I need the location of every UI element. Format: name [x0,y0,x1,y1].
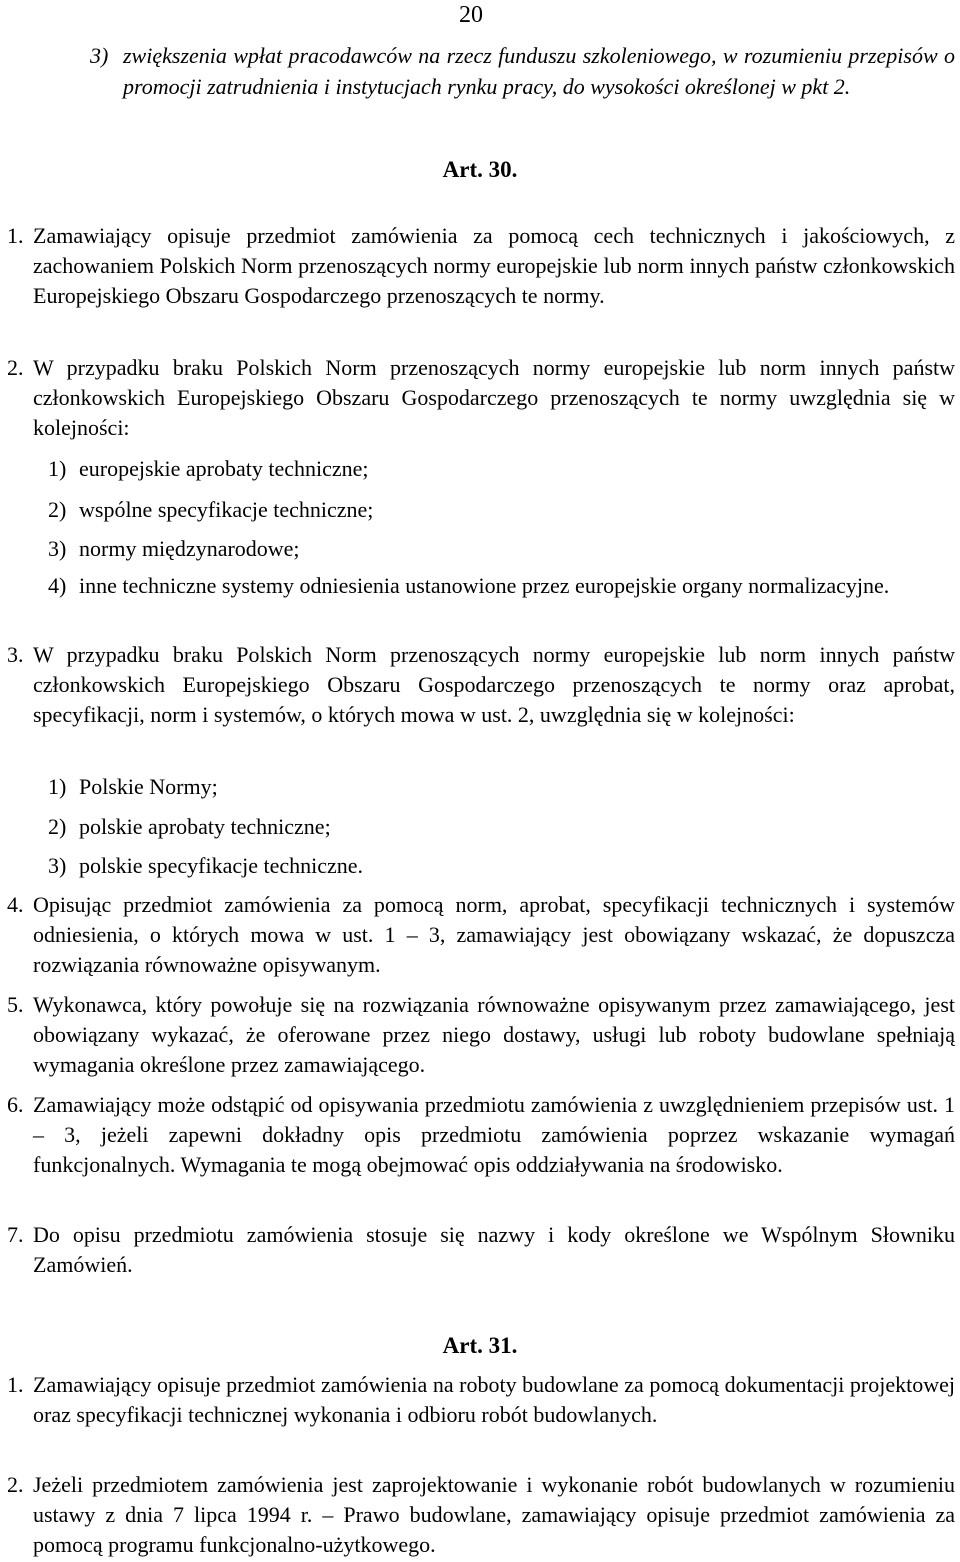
paragraph-number: 4. [7,892,24,917]
list-item-text: wspólne specyfikacje techniczne; [79,497,374,522]
art30-paragraph-7 [7,1220,955,1280]
list-item-number: 1) [48,456,67,481]
paragraph-number: 1. [7,223,24,248]
paragraph-number: 3. [7,642,24,667]
paragraph-text: Wykonawca, który powołuje się na rozwiązania równoważne opisywanym przez zamawiającego, jest obowiązany wykazać, że oferowane przez niego dostawy, usługi lub roboty budowlane spełniają wymagania określone przez zamawiającego. [33,992,955,1077]
list-item-number: 2) [48,814,67,839]
paragraph-text: Zamawiający opisuje przedmiot zamówienia za pomocą cech technicznych i jakościowych, z zachowaniem Polskich Norm przenoszących normy europejskie lub norm innych państw członkowskich Europejskiego Obszaru Gospodarczego przenoszących te normy. [33,223,955,308]
art30-p2-item-3 [48,533,955,564]
list-item-text: europejskie aprobaty techniczne; [79,456,369,481]
list-item-text: inne techniczne systemy odniesienia ustanowione przez europejskie organy normalizacyjne. [79,573,890,598]
paragraph-text: W przypadku braku Polskich Norm przenoszących normy europejskie lub norm innych państw członkowskich Europejskiego Obszaru Gospodarczego przenoszących te normy uwzględnia się w kolejności: [33,355,955,440]
art30-paragraph-3 [7,640,955,730]
paragraph-text: Zamawiający opisuje przedmiot zamówienia na roboty budowlane za pomocą dokumentacji projektowej oraz specyfikacji technicznej wykonania i odbioru robót budowlanych. [33,1372,955,1427]
art30-paragraph-5 [7,990,955,1080]
page-number: 20 [459,2,483,28]
paragraph-text: Zamawiający może odstąpić od opisywania przedmiotu zamówienia z uwzględnieniem przepisów ust. 1 – 3, jeżeli zapewni dokładny opis przedmiotu zamówienia poprzez wskazanie wymagań funkcjonalnych. Wymagania te mogą obejmować opis oddziaływania na środowisko. [33,1092,955,1177]
article-30-heading: Art. 30. [442,157,518,182]
paragraph-number: 7. [7,1222,24,1247]
art31-paragraph-1 [7,1370,955,1430]
list-item-number: 3) [48,853,67,878]
art30-p2-item-2 [48,494,955,525]
art30-paragraph-2 [7,353,955,443]
paragraph-number: 6. [7,1092,24,1117]
paragraph-number: 2. [7,1472,24,1497]
intro-list-item [90,40,955,102]
article-31-heading: Art. 31. [442,1333,518,1358]
paragraph-number: 1. [7,1372,24,1397]
art30-p3-item-1 [48,771,955,802]
list-item-number: 1) [48,774,67,799]
list-item-number: 3) [90,43,109,68]
paragraph-text: Do opisu przedmiotu zamówienia stosuje się nazwy i kody określone we Wspólnym Słowniku Zamówień. [33,1222,955,1277]
list-item-number: 3) [48,536,67,561]
paragraph-text: Opisując przedmiot zamówienia za pomocą norm, aprobat, specyfikacji technicznych i systemów odniesienia, o których mowa w ust. 1 – 3, zamawiający jest obowiązany wskazać, że dopuszcza rozwiązania równoważne opisywanym. [33,892,955,977]
list-item-text: Polskie Normy; [79,774,218,799]
list-item-number: 4) [48,573,67,598]
art31-paragraph-2 [7,1470,955,1560]
list-item-text: polskie specyfikacje techniczne. [79,853,364,878]
paragraph-text: Jeżeli przedmiotem zamówienia jest zaprojektowanie i wykonanie robót budowlanych w rozumieniu ustawy z dnia 7 lipca 1994 r. – Prawo budowlane, zamawiający opisuje przedmiot zamówienia za pomocą programu funkcjonalno-użytkowego. [33,1472,955,1557]
paragraph-text: W przypadku braku Polskich Norm przenoszących normy europejskie lub norm innych państw członkowskich Europejskiego Obszaru Gospodarczego przenoszących te normy oraz aprobat, specyfikacji, norm i systemów, o których mowa w ust. 2, uwzględnia się w kolejności: [33,642,955,727]
list-item-text: normy międzynarodowe; [79,536,300,561]
paragraph-number: 2. [7,355,24,380]
art30-paragraph-4 [7,890,955,980]
art30-p3-item-3 [48,850,955,881]
list-item-text: zwiększenia wpłat pracodawców na rzecz funduszu szkoleniowego, w rozumieniu przepisów o promocji zatrudnienia i instytucjach rynku pracy, do wysokości określonej w pkt 2. [123,43,955,99]
list-item-number: 2) [48,497,67,522]
list-item-text: polskie aprobaty techniczne; [79,814,331,839]
art30-p3-item-2 [48,811,955,842]
art30-p2-item-1 [48,453,955,484]
paragraph-number: 5. [7,992,24,1017]
art30-paragraph-1 [7,221,955,311]
art30-paragraph-6 [7,1090,955,1180]
art30-p2-item-4 [48,570,955,601]
